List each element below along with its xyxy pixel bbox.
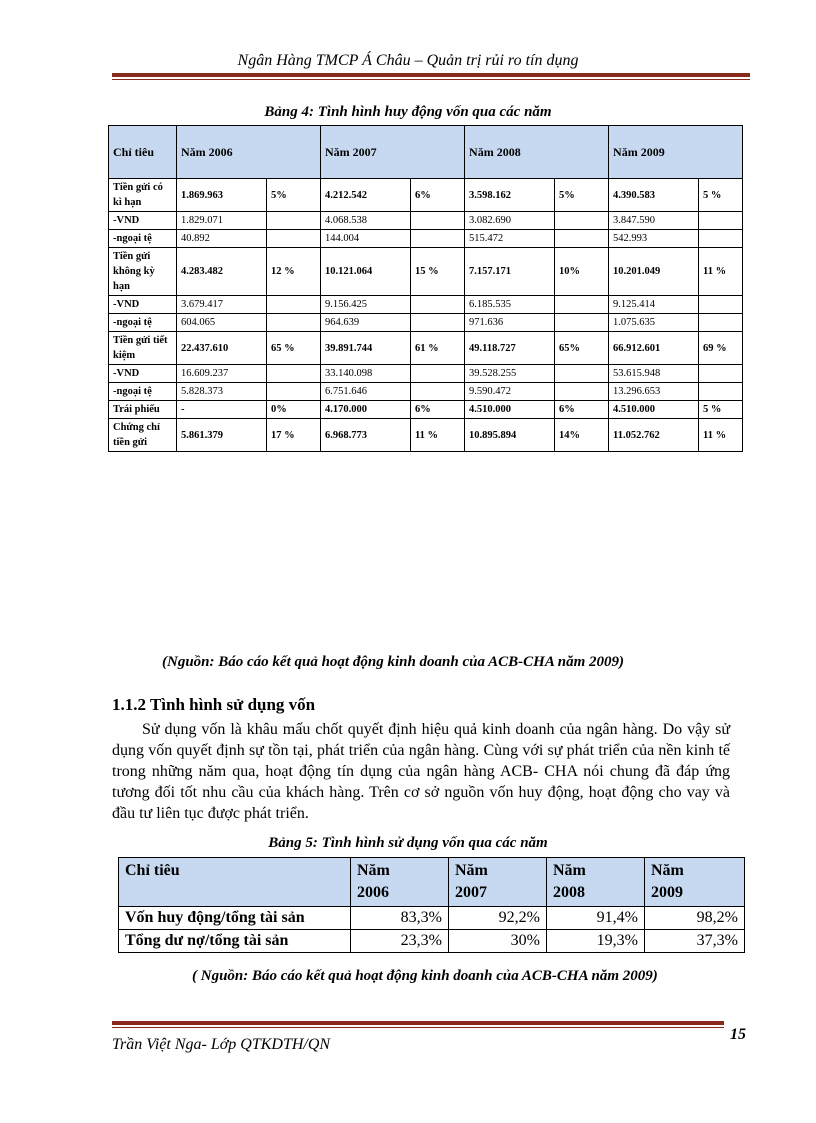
table-row <box>119 930 745 953</box>
percent-cell <box>699 314 743 332</box>
percent-cell: 10% <box>555 248 609 296</box>
percent-cell <box>267 230 321 248</box>
value-cell: 5.828.373 <box>177 383 267 401</box>
percent-cell <box>555 383 609 401</box>
table-row <box>109 383 743 401</box>
percent-cell: 91,4% <box>547 907 645 930</box>
row-label: -ngoại tệ <box>109 314 177 332</box>
row-label: Tiền gửi không kỳ hạn <box>109 248 177 296</box>
table-row <box>109 296 743 314</box>
percent-cell: 5% <box>555 179 609 212</box>
percent-cell: 98,2% <box>645 907 745 930</box>
value-cell: 9.590.472 <box>465 383 555 401</box>
value-cell: 3.847.590 <box>609 212 699 230</box>
row-label: -VND <box>109 296 177 314</box>
table4-header-row <box>109 126 743 179</box>
row-label: Trái phiếu <box>109 401 177 419</box>
header-rule <box>112 73 750 77</box>
percent-cell: 37,3% <box>645 930 745 953</box>
value-cell: 11.052.762 <box>609 419 699 452</box>
table-row <box>109 332 743 365</box>
value-cell: 10.895.894 <box>465 419 555 452</box>
table4-col-label: Chỉ tiêu <box>109 126 177 179</box>
value-cell: 7.157.171 <box>465 248 555 296</box>
percent-cell <box>555 230 609 248</box>
table-row <box>109 248 743 296</box>
percent-cell: 15 % <box>411 248 465 296</box>
row-label: -VND <box>109 365 177 383</box>
table-row <box>109 401 743 419</box>
row-label: -VND <box>109 212 177 230</box>
percent-cell <box>699 212 743 230</box>
value-cell: 6.751.646 <box>321 383 411 401</box>
table5-source: ( Nguồn: Báo cáo kết quả hoạt động kinh doanh của ACB-CHA năm 2009) <box>192 968 658 984</box>
percent-cell: 30% <box>449 930 547 953</box>
percent-cell <box>411 365 465 383</box>
percent-cell: 19,3% <box>547 930 645 953</box>
value-cell: 22.437.610 <box>177 332 267 365</box>
value-cell: 4.510.000 <box>465 401 555 419</box>
percent-cell <box>411 383 465 401</box>
table-row <box>109 212 743 230</box>
value-cell: 4.390.583 <box>609 179 699 212</box>
value-cell: - <box>177 401 267 419</box>
section-heading: 1.1.2 Tình hình sử dụng vốn <box>112 695 316 714</box>
value-cell: 3.082.690 <box>465 212 555 230</box>
footer-rule <box>112 1021 724 1025</box>
value-cell: 4.283.482 <box>177 248 267 296</box>
percent-cell: 65% <box>555 332 609 365</box>
value-cell: 4.068.538 <box>321 212 411 230</box>
value-cell: 66.912.601 <box>609 332 699 365</box>
value-cell: 5.861.379 <box>177 419 267 452</box>
value-cell: 4.212.542 <box>321 179 411 212</box>
paragraph-text: Sử dụng vốn là khâu mấu chốt quyết định hiệu quả kinh doanh của ngân hàng. Do vậy sử dụng vốn quyết định sự tồn tại, phát triển của ngân hàng. Cùng với sự phát triển của nền kinh tế trong những năm qua, hoạt động tín dụng của ngân hàng ACB- CHA nói chung đã đáp ứng tương đối tốt nhu cầu của khách hàng. Trên cơ sở nguồn vốn huy động, hoạt động cho vay và đầu tư liên tục được phát triển. <box>112 721 730 822</box>
value-cell: 964.639 <box>321 314 411 332</box>
value-cell: 9.156.425 <box>321 296 411 314</box>
percent-cell <box>699 365 743 383</box>
value-cell: 144.004 <box>321 230 411 248</box>
value-cell: 1.075.635 <box>609 314 699 332</box>
percent-cell <box>267 365 321 383</box>
percent-cell: 11 % <box>699 248 743 296</box>
row-label: Chứng chỉ tiền gửi <box>109 419 177 452</box>
value-cell: 3.679.417 <box>177 296 267 314</box>
percent-cell: 5 % <box>699 179 743 212</box>
percent-cell: 0% <box>267 401 321 419</box>
row-label: Tiền gửi có kì hạn <box>109 179 177 212</box>
percent-cell <box>555 296 609 314</box>
table4-year-header: Năm 2008 <box>465 126 609 179</box>
table5-col-label: Chỉ tiêu <box>119 858 351 907</box>
percent-cell: 69 % <box>699 332 743 365</box>
percent-cell <box>411 296 465 314</box>
percent-cell <box>699 230 743 248</box>
percent-cell: 12 % <box>267 248 321 296</box>
percent-cell: 11 % <box>411 419 465 452</box>
table-row <box>109 314 743 332</box>
percent-cell: 6% <box>411 401 465 419</box>
row-label: -ngoại tệ <box>109 383 177 401</box>
percent-cell: 5 % <box>699 401 743 419</box>
page-header-title: Ngân Hàng TMCP Á Châu – Quản trị rủi ro tín dụng <box>237 52 579 69</box>
table-row <box>119 907 745 930</box>
table-row <box>109 365 743 383</box>
table5-year-header: Năm 2006 <box>351 858 449 907</box>
table-row <box>109 419 743 452</box>
row-label: Vốn huy động/tổng tài sản <box>119 907 351 930</box>
value-cell: 6.968.773 <box>321 419 411 452</box>
value-cell: 1.829.071 <box>177 212 267 230</box>
table5-caption: Bảng 5: Tình hình sử dụng vốn qua các năm <box>268 835 548 851</box>
value-cell: 10.201.049 <box>609 248 699 296</box>
value-cell: 515.472 <box>465 230 555 248</box>
percent-cell: 14% <box>555 419 609 452</box>
value-cell: 971.636 <box>465 314 555 332</box>
value-cell: 13.296.653 <box>609 383 699 401</box>
percent-cell: 23,3% <box>351 930 449 953</box>
value-cell: 4.510.000 <box>609 401 699 419</box>
value-cell: 1.869.963 <box>177 179 267 212</box>
value-cell: 604.065 <box>177 314 267 332</box>
table4-caption: Bảng 4: Tình hình huy động vốn qua các năm <box>264 104 552 120</box>
percent-cell <box>699 296 743 314</box>
value-cell: 4.170.000 <box>321 401 411 419</box>
percent-cell: 6% <box>411 179 465 212</box>
table5-year-header: Năm 2007 <box>449 858 547 907</box>
value-cell: 6.185.535 <box>465 296 555 314</box>
header-rule-thin <box>112 79 750 80</box>
percent-cell <box>411 230 465 248</box>
table4-year-header: Năm 2006 <box>177 126 321 179</box>
table-row <box>109 230 743 248</box>
table5-year-header: Năm 2008 <box>547 858 645 907</box>
percent-cell: 83,3% <box>351 907 449 930</box>
table4-capital-mobilization <box>108 125 743 452</box>
table5-capital-usage <box>118 857 745 953</box>
percent-cell: 61 % <box>411 332 465 365</box>
percent-cell <box>267 296 321 314</box>
percent-cell <box>411 212 465 230</box>
percent-cell <box>555 314 609 332</box>
table4-year-header: Năm 2009 <box>609 126 743 179</box>
table5-header-row <box>119 858 745 907</box>
footer-author: Trần Việt Nga- Lớp QTKDTH/QN <box>112 1036 331 1053</box>
value-cell: 9.125.414 <box>609 296 699 314</box>
percent-cell <box>411 314 465 332</box>
value-cell: 33.140.098 <box>321 365 411 383</box>
percent-cell <box>267 314 321 332</box>
percent-cell: 17 % <box>267 419 321 452</box>
value-cell: 40.892 <box>177 230 267 248</box>
table4-source: (Nguồn: Báo cáo kết quả hoạt động kinh doanh của ACB-CHA năm 2009) <box>162 654 625 670</box>
row-label: -ngoại tệ <box>109 230 177 248</box>
percent-cell: 5% <box>267 179 321 212</box>
value-cell: 39.528.255 <box>465 365 555 383</box>
section-paragraph <box>112 719 730 824</box>
value-cell: 53.615.948 <box>609 365 699 383</box>
table5-year-header: Năm 2009 <box>645 858 745 907</box>
percent-cell <box>267 383 321 401</box>
value-cell: 16.609.237 <box>177 365 267 383</box>
percent-cell <box>555 365 609 383</box>
value-cell: 49.118.727 <box>465 332 555 365</box>
percent-cell <box>699 383 743 401</box>
percent-cell <box>267 212 321 230</box>
percent-cell: 65 % <box>267 332 321 365</box>
footer-rule-thin <box>112 1027 724 1028</box>
percent-cell <box>555 212 609 230</box>
row-label: Tiền gửi tiết kiệm <box>109 332 177 365</box>
value-cell: 10.121.064 <box>321 248 411 296</box>
percent-cell: 6% <box>555 401 609 419</box>
table4-year-header: Năm 2007 <box>321 126 465 179</box>
value-cell: 39.891.744 <box>321 332 411 365</box>
table-row <box>109 179 743 212</box>
page-number: 15 <box>730 1026 746 1043</box>
value-cell: 542.993 <box>609 230 699 248</box>
percent-cell: 92,2% <box>449 907 547 930</box>
value-cell: 3.598.162 <box>465 179 555 212</box>
percent-cell: 11 % <box>699 419 743 452</box>
row-label: Tổng dư nợ/tổng tài sản <box>119 930 351 953</box>
